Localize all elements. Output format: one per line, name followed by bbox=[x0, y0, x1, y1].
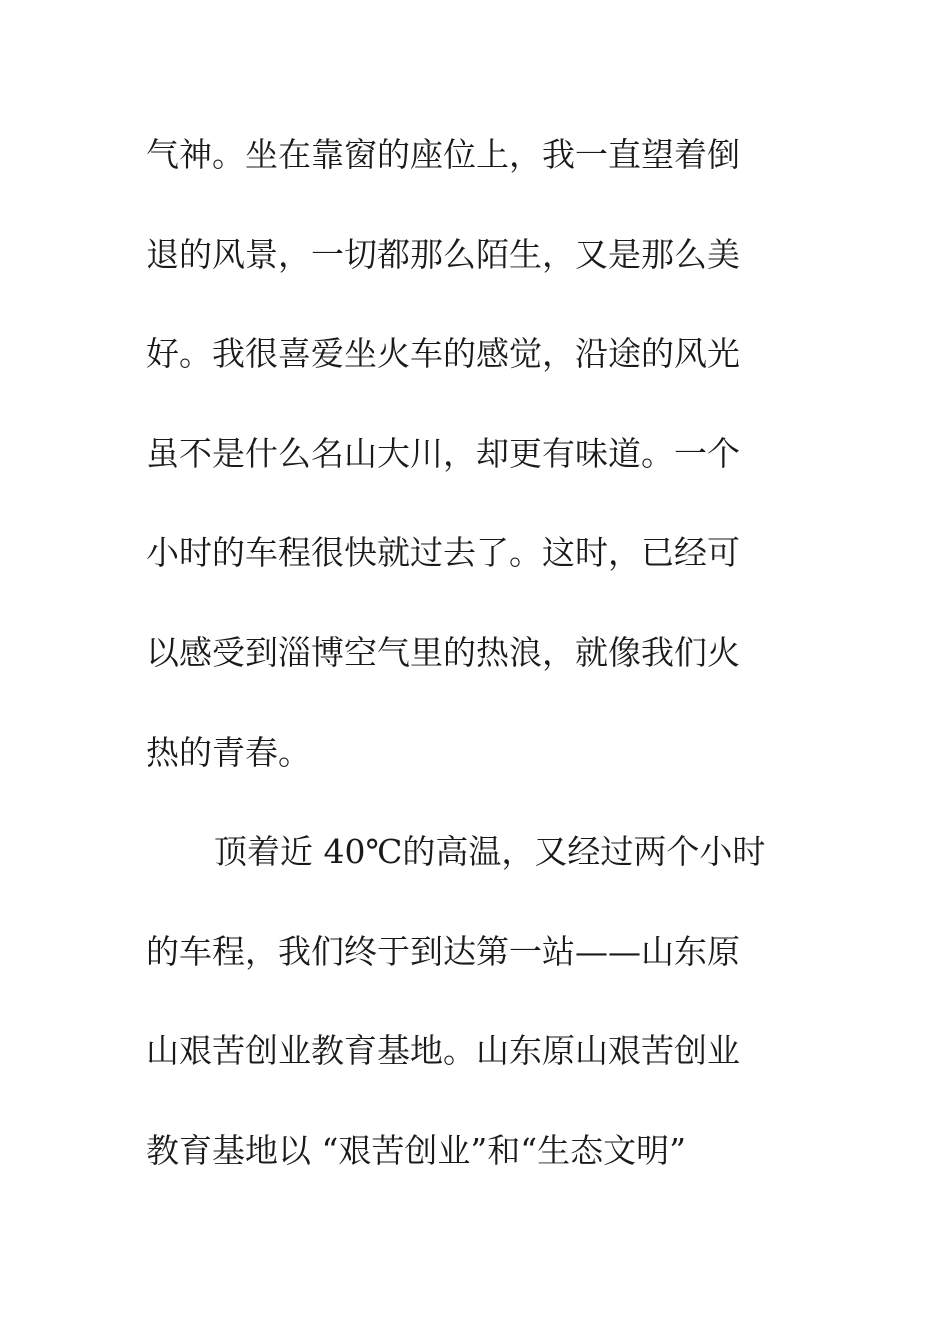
body-text bbox=[146, 120, 786, 1216]
text-line: 虽不是什么名山大川，却更有味道。一个 bbox=[146, 433, 740, 473]
text-line: 退的风景，一切都那么陌生，又是那么美 bbox=[146, 234, 740, 274]
text-line: 教育基地以 “艰苦创业”和“生态文明” bbox=[146, 1130, 686, 1170]
text-line: 热的青春。 bbox=[146, 732, 311, 772]
text-line: 气神。坐在靠窗的座位上，我一直望着倒 bbox=[146, 135, 740, 174]
text-line: 好。我很喜爱坐火车的感觉，沿途的风光 bbox=[146, 334, 740, 374]
text-line: 以感受到淄博空气里的热浪，就像我们火 bbox=[146, 632, 740, 672]
text-line: 小时的车程很快就过去了。这时，已经可 bbox=[146, 533, 740, 573]
paragraph-start-line: 顶着近 40℃的高温，又经过两个小时 bbox=[214, 832, 766, 872]
text-line: 山艰苦创业教育基地。山东原山艰苦创业 bbox=[146, 1031, 740, 1071]
text-line: 的车程，我们终于到达第一站——山东原 bbox=[146, 931, 740, 971]
